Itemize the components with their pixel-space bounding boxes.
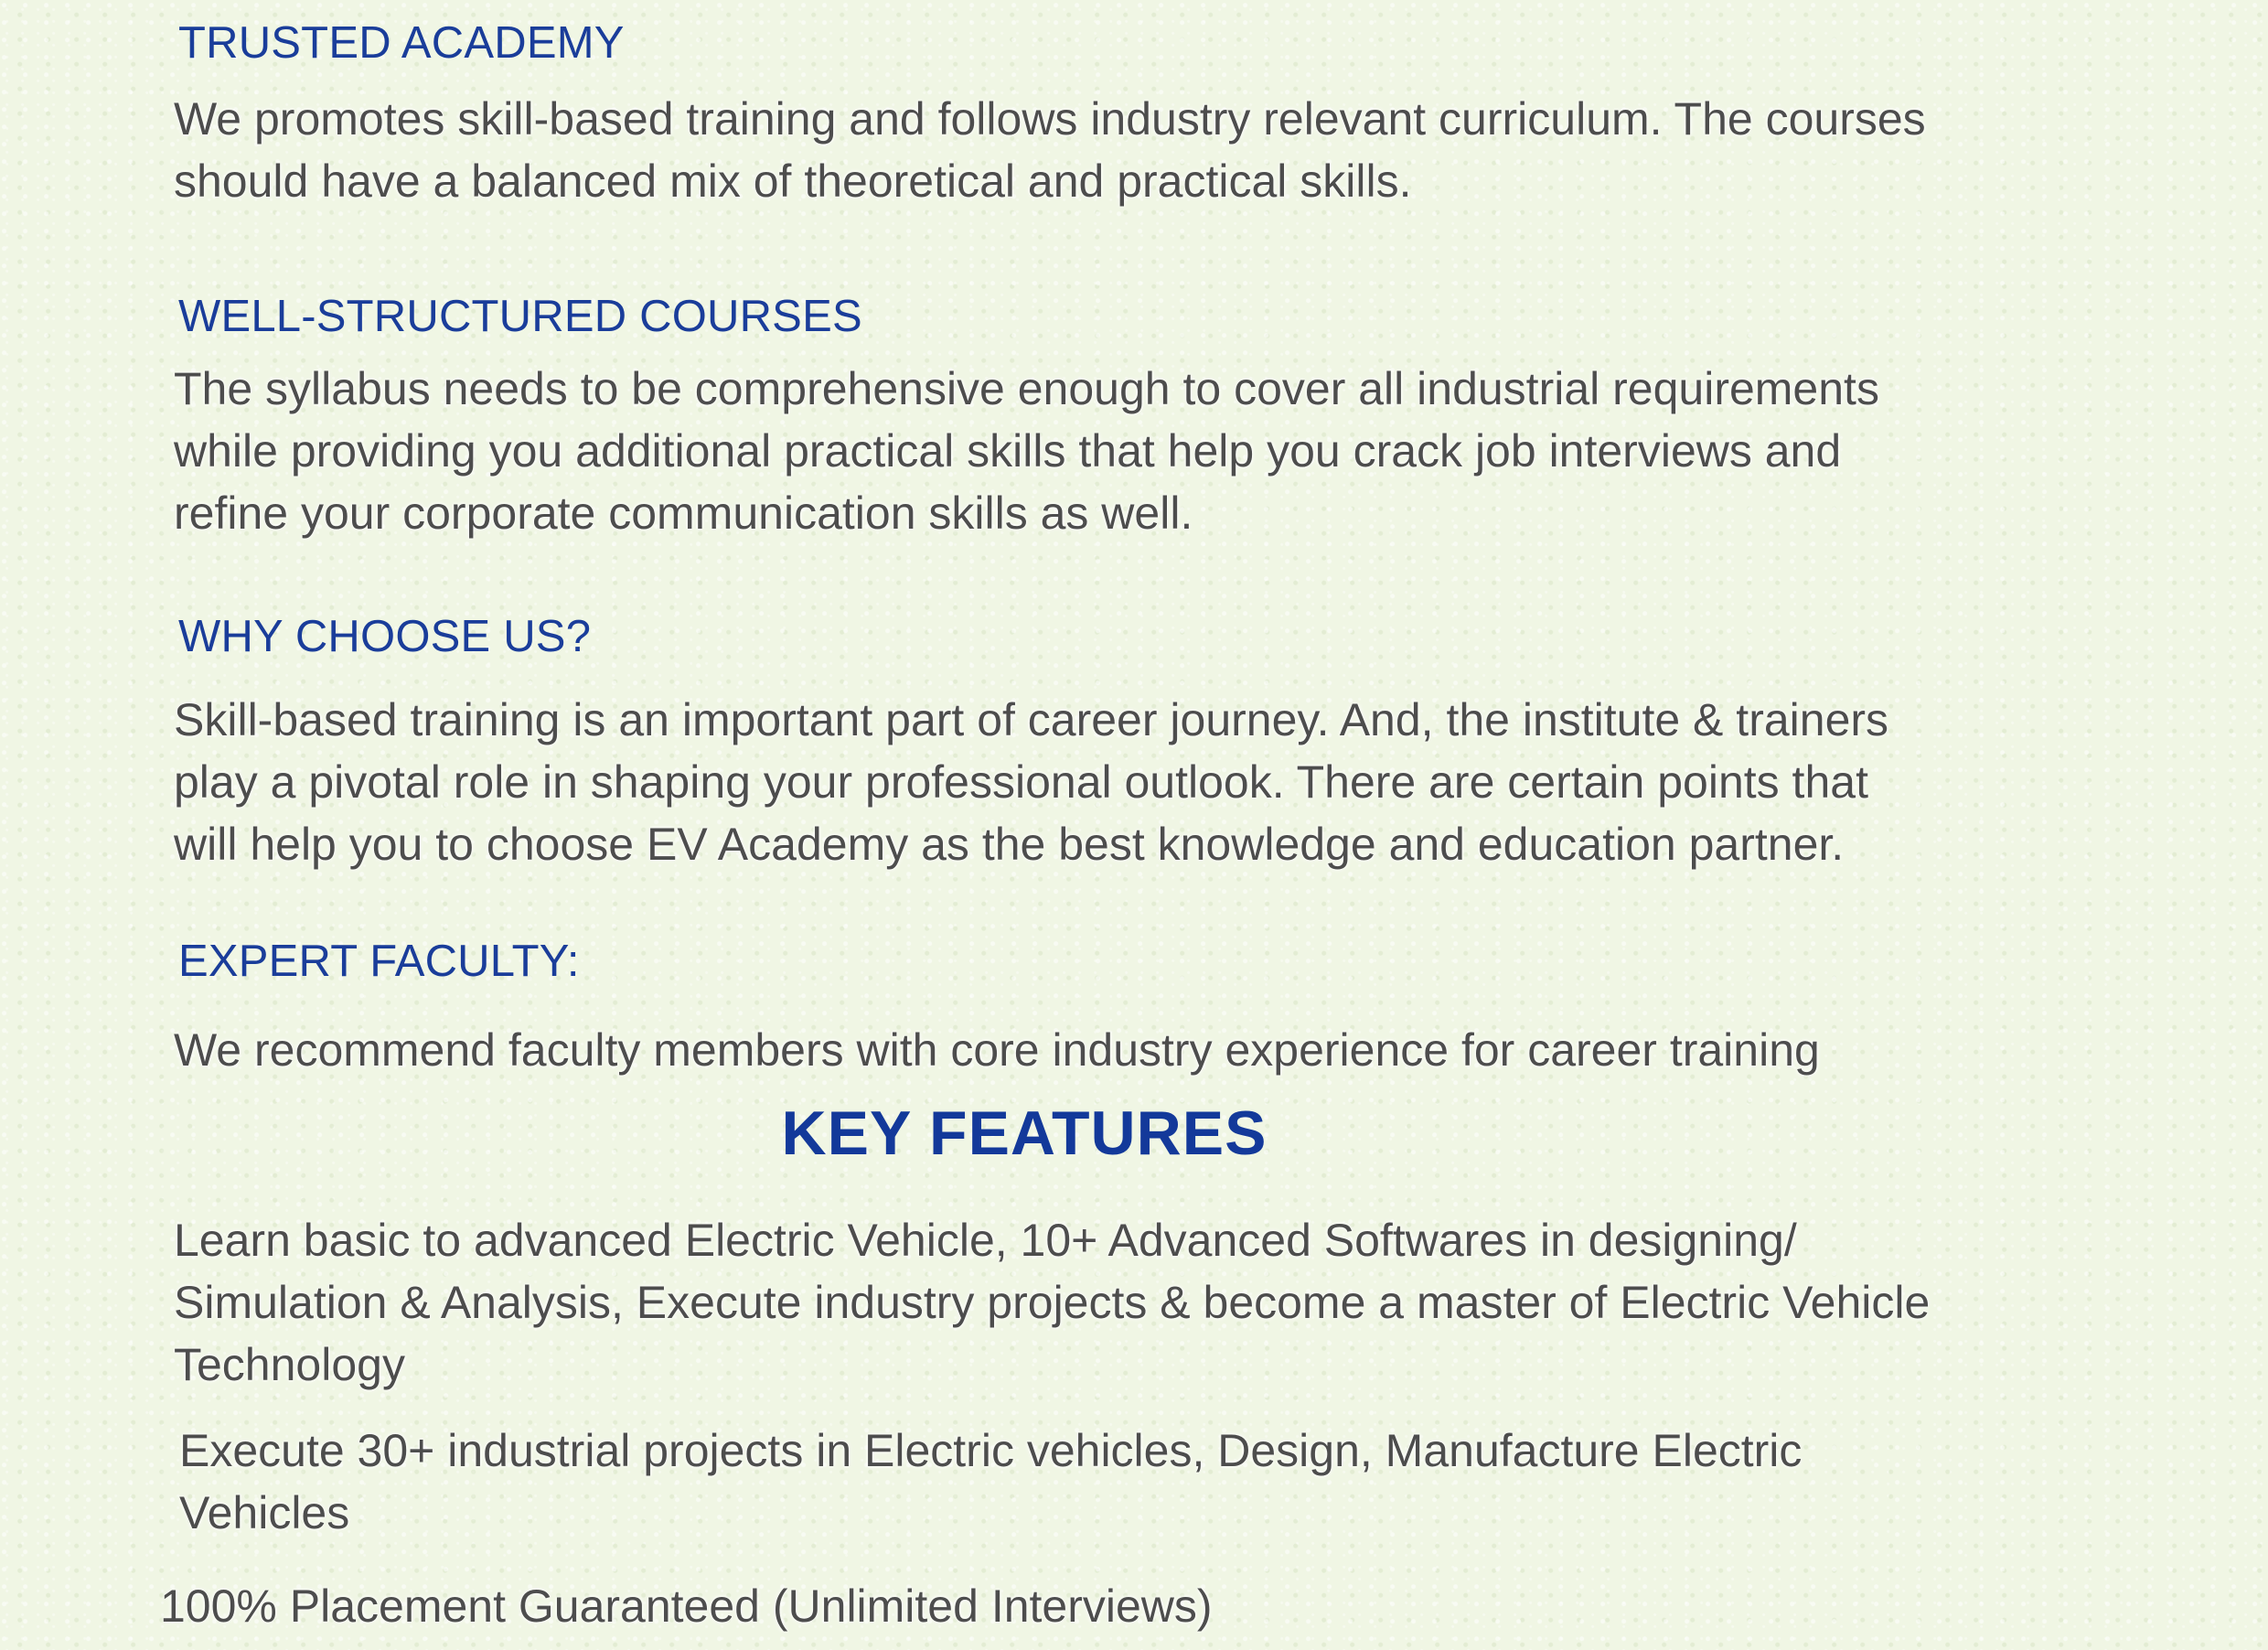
text-line: The syllabus needs to be comprehensive enough to cover all industrial requirements — [174, 363, 1879, 414]
section-heading-expert-faculty: EXPERT FACULTY: — [178, 937, 580, 986]
section-heading-well-structured-courses: WELL-STRUCTURED COURSES — [178, 292, 862, 341]
section-body-why-choose-us — [174, 689, 2076, 875]
key-feature-item — [160, 1575, 2062, 1637]
text-line: will help you to choose EV Academy as the best knowledge and education partner. — [174, 819, 1845, 870]
text-line: Execute 30+ industrial projects in Electric vehicles, Design, Manufacture Electric — [179, 1425, 1803, 1476]
key-feature-item — [174, 1209, 2076, 1396]
section-body-well-structured-courses — [174, 358, 2076, 544]
text-line: Skill-based training is an important part of career journey. And, the institute & trainers — [174, 694, 1889, 745]
text-line: Technology — [174, 1339, 405, 1390]
text-line: while providing you additional practical skills that help you crack job interviews and — [174, 425, 1842, 477]
key-feature-item — [179, 1420, 2081, 1544]
text-line: should have a balanced mix of theoretical and practical skills. — [174, 155, 1412, 207]
key-features-title: KEY FEATURES — [781, 1098, 1268, 1168]
text-line: Learn basic to advanced Electric Vehicle, 10+ Advanced Softwares in designing/ — [174, 1215, 1797, 1266]
text-line: Vehicles — [179, 1487, 350, 1538]
text-line: Simulation & Analysis, Execute industry projects & become a master of Electric Vehicle — [174, 1277, 1931, 1328]
text-line: We promotes skill-based training and follows industry relevant curriculum. The courses — [174, 93, 1926, 145]
text-line: play a pivotal role in shaping your professional outlook. There are certain points that — [174, 756, 1868, 808]
section-body-trusted-academy — [174, 88, 2076, 212]
section-heading-trusted-academy: TRUSTED ACADEMY — [178, 18, 625, 68]
text-line: We recommend faculty members with core industry experience for career training — [174, 1024, 1820, 1076]
text-line: refine your corporate communication skills as well. — [174, 488, 1193, 539]
text-line: 100% Placement Guaranteed (Unlimited Interviews) — [160, 1580, 1213, 1632]
section-body-expert-faculty — [174, 1019, 2076, 1081]
section-heading-why-choose-us: WHY CHOOSE US? — [178, 612, 592, 661]
